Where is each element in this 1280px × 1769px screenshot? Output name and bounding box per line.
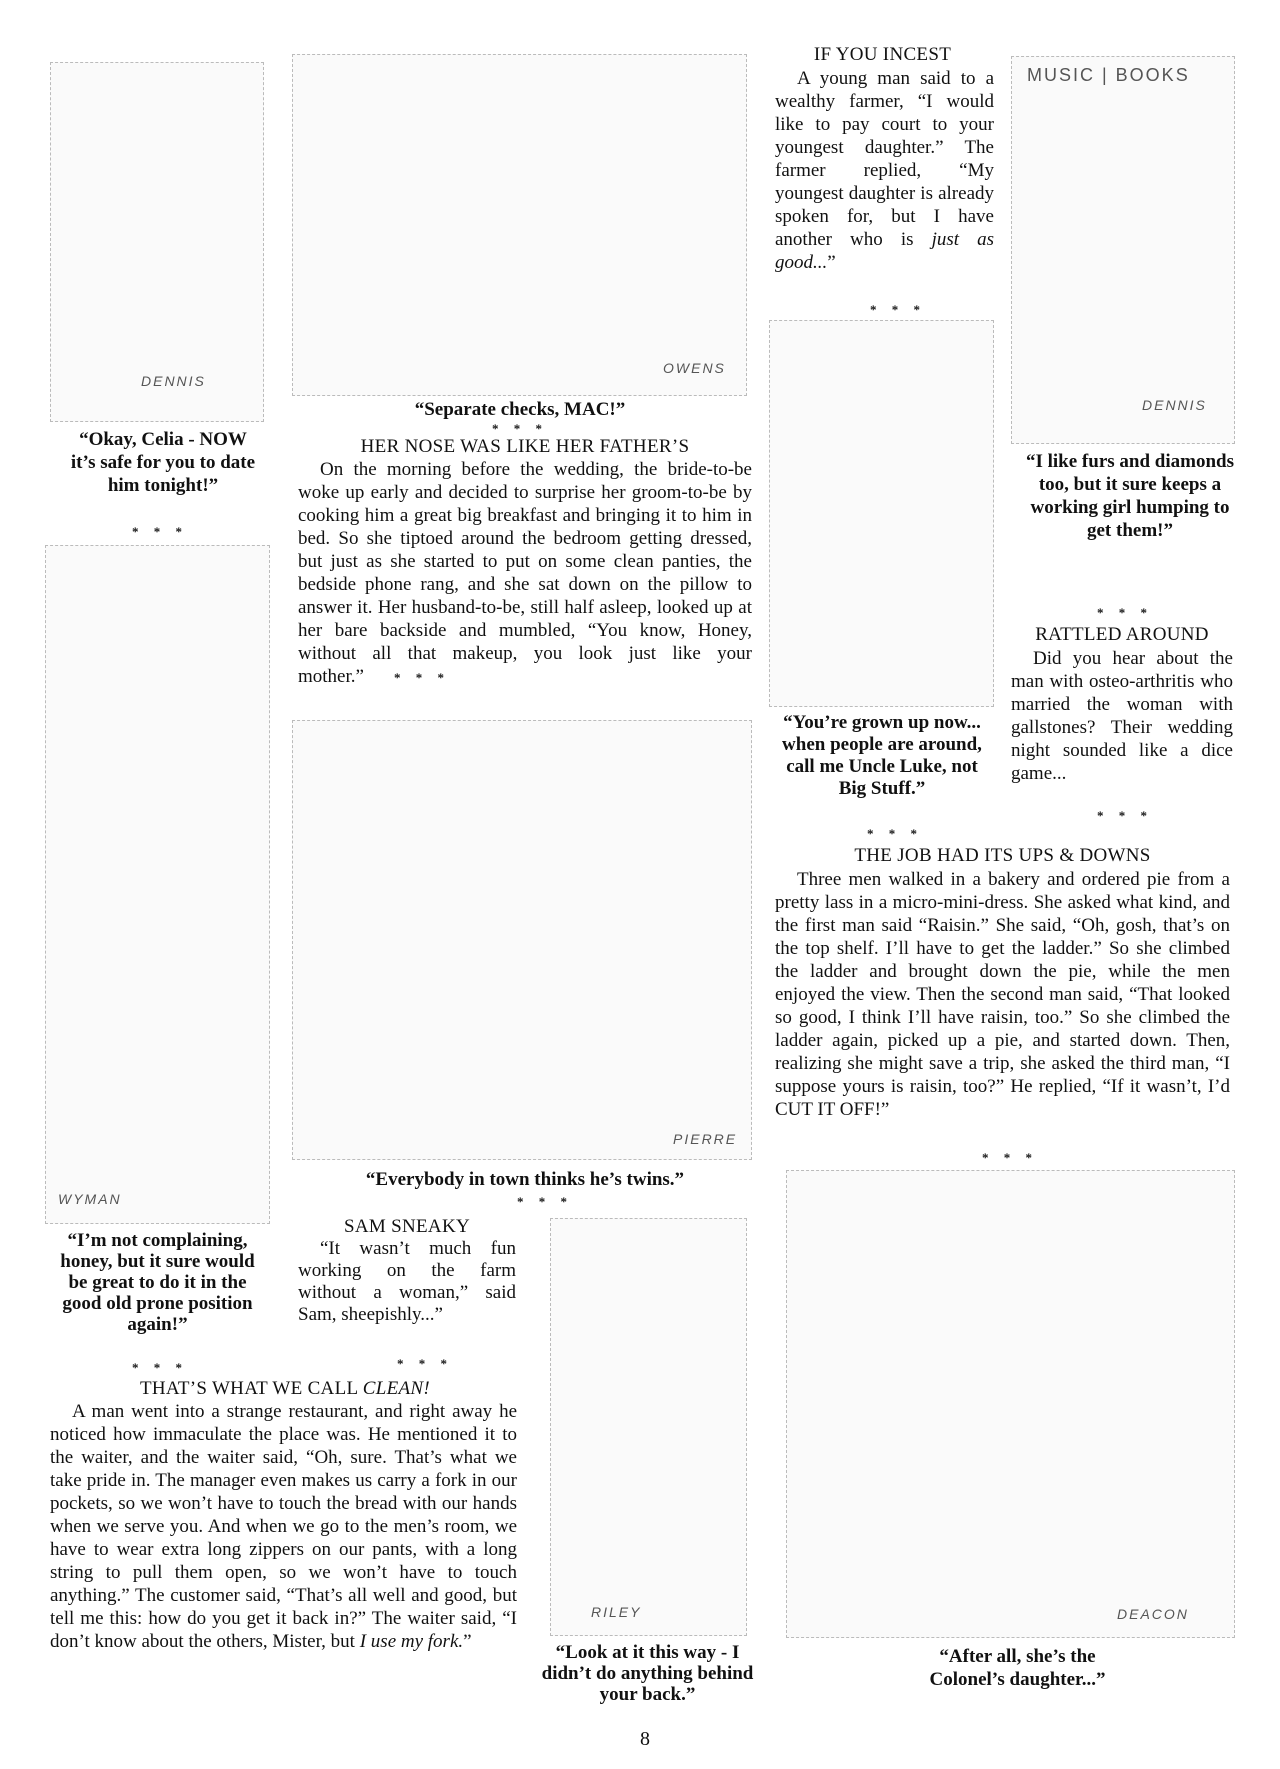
- joke-title: HER NOSE WAS LIKE HER FATHER’S: [360, 436, 690, 457]
- separator-stars: * * *: [492, 421, 548, 436]
- joke-body: On the morning before the wedding, the bride-to-be woke up early and decided to surprise her groom-to-be by cooking him a great big breakfast and bringing it to him in bed. So she tiptoed around the bedroom getting dressed, but just as she started to put on some clean panties, the bedside phone rang, and she sat down on the pillow to answer it. Her husband-to-be, still half asleep, looked up at her bare backside and mumbled, “You know, Honey, without all that makeup, you look just like your mother.”: [298, 459, 752, 687]
- separator-stars: * * *: [132, 524, 188, 539]
- joke-title: THAT’S WHAT WE CALL CLEAN!: [140, 1378, 430, 1399]
- separator-stars: * * *: [870, 302, 926, 317]
- joke-title: SAM SNEAKY: [344, 1216, 470, 1237]
- separator-stars: * * *: [517, 1194, 573, 1209]
- joke-text: [298, 458, 752, 689]
- artist-signature: DENNIS: [1142, 397, 1207, 413]
- shop-sign: MUSIC | BOOKS: [1027, 65, 1190, 85]
- cartoon-separate-checks: [292, 54, 747, 396]
- artist-signature: PIERRE: [673, 1131, 738, 1147]
- joke-text: “It wasn’t much fun working on the farm without a woman,” said Sam, sheepishly...”: [298, 1238, 516, 1325]
- separator-stars: * * *: [867, 826, 923, 841]
- separator-stars: * * *: [1097, 605, 1153, 620]
- cartoon-caption: “Everybody in town thinks he’s twins.”: [365, 1169, 685, 1190]
- joke-title: IF YOU INCEST: [813, 44, 952, 65]
- separator-stars: * * *: [132, 1360, 188, 1375]
- cartoon-caption: “Separate checks, MAC!”: [414, 399, 626, 420]
- artist-signature: RILEY: [591, 1604, 642, 1620]
- cartoon-colonels-daughter: [786, 1170, 1235, 1638]
- joke-text: A man went into a strange restaurant, and right away he noticed how immaculate the place was. He mentioned it to the waiter, and the waiter said, “Oh, sure. That’s what we take pride in. The manager even makes us carry a fork in our pockets, so we won’t have to touch the bread with our hands when we serve you. And when we go to the men’s room, we have to wear extra long zippers on our pants, with a long string to pull them open, so we won’t have to touch anything.” The customer said, “That’s all well and good, but tell me this: how do you get it back in?” The waiter said, “I don’t know about the others, Mister, but I use my fork.”: [50, 1401, 517, 1652]
- cartoon-prone-position: [45, 545, 270, 1224]
- cartoon-caption: “I like furs and diamonds too, but it sure keeps a working girl humping to get them!”: [1025, 451, 1234, 541]
- cartoon-celia: [50, 62, 264, 422]
- cartoon-caption: “Look at it this way - I didn’t do anything behind your back.”: [541, 1642, 754, 1705]
- cartoon-twins: [292, 720, 752, 1160]
- artist-signature: DENNIS: [141, 373, 206, 389]
- artist-signature: WYMAN: [58, 1191, 122, 1207]
- separator-stars: * * *: [1097, 808, 1153, 823]
- joke-text: Three men walked in a bakery and ordered pie from a pretty lass in a micro-mini-dress. She asked what kind, and the first man said “Raisin.” She said, “Oh, gosh, that’s on the top shelf. I’ll have to get the ladder.” So she climbed the ladder and brought down the pie, while the men enjoyed the view. Then the second man said, “That looked so good, I think I’ll have raisin, too.” So she climbed the ladder again, picked up a pie, and started down. Then, realizing she might save a trip, she asked the third man, “I suppose yours is raisin, too?” He replied, “If it wasn’t, I’d CUT IT OFF!”: [775, 869, 1230, 1120]
- joke-title: RATTLED AROUND: [1035, 624, 1209, 645]
- artist-signature: OWENS: [663, 360, 726, 376]
- page-number: 8: [640, 1728, 650, 1750]
- cartoon-uncle-luke: [769, 320, 994, 707]
- joke-text: A young man said to a wealthy farmer, “I would like to pay court to your youngest daughter.” The farmer replied, “My youngest daughter is already spoken for, but I have another who is just as good...”: [775, 68, 994, 273]
- joke-text: Did you hear about the man with osteo-arthritis who married the woman with gallstones? Their wedding night sounded like a dice game...: [1011, 648, 1233, 784]
- separator-stars: * * *: [982, 1150, 1038, 1165]
- cartoon-behind-your-back: [550, 1218, 747, 1636]
- cartoon-caption: “I’m not complaining, honey, but it sure would be great to do it in the good old prone position again!”: [60, 1230, 255, 1335]
- artist-signature: DEACON: [1117, 1606, 1189, 1622]
- joke-title: THE JOB HAD ITS UPS & DOWNS: [854, 845, 1151, 866]
- separator-stars: * * *: [393, 670, 450, 685]
- separator-stars: * * *: [397, 1356, 453, 1371]
- cartoon-furs-and-diamonds: [1011, 56, 1235, 444]
- cartoon-caption: “After all, she’s the Colonel’s daughter...”: [929, 1646, 1106, 1690]
- cartoon-caption: “You’re grown up now... when people are around, call me Uncle Luke, not Big Stuff.”: [782, 712, 982, 799]
- cartoon-caption: “Okay, Celia - NOW it’s safe for you to date him tonight!”: [70, 429, 256, 496]
